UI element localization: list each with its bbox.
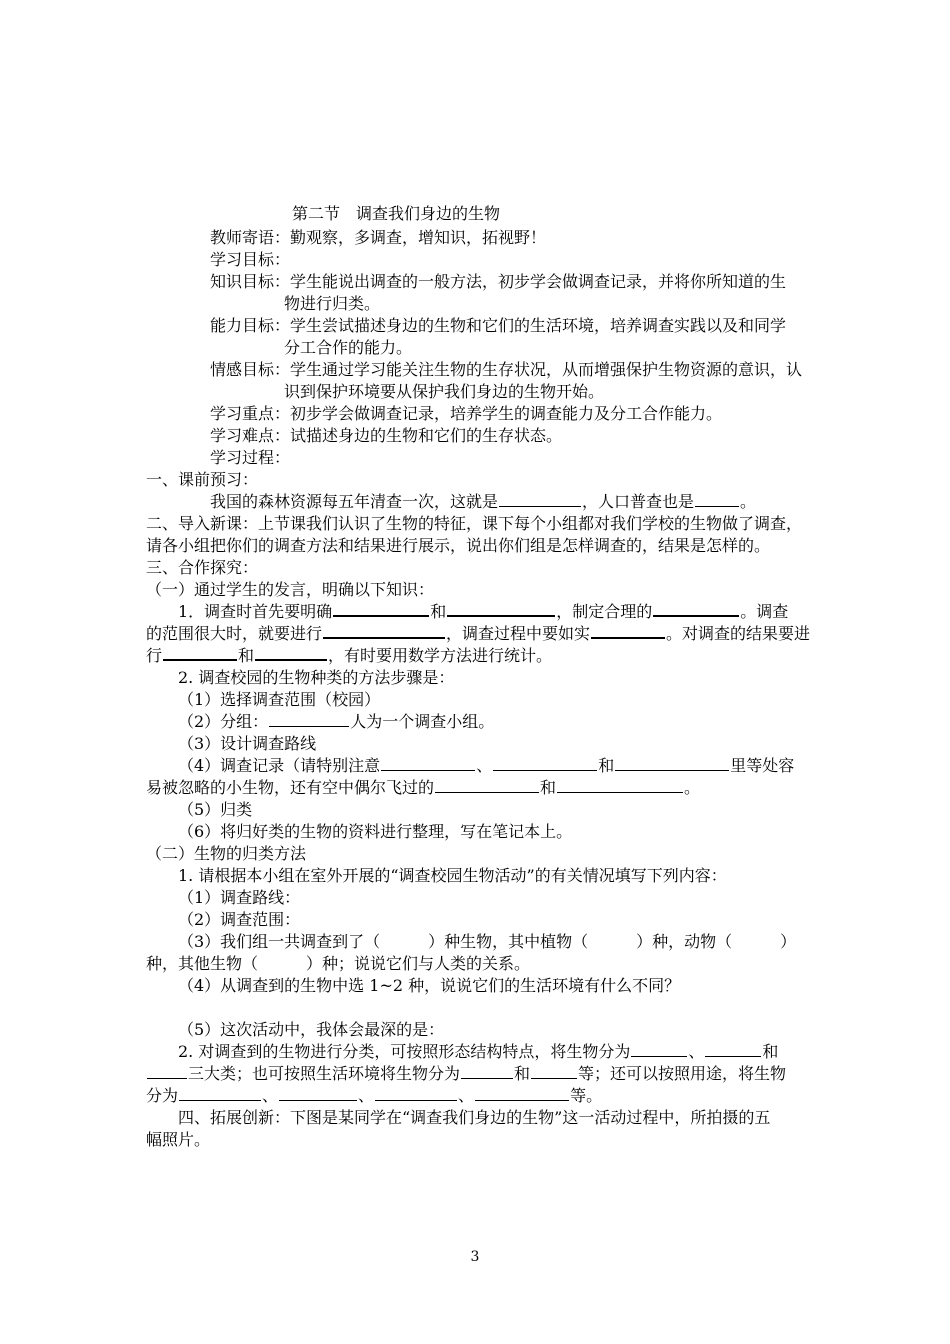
blank-place-2[interactable] (493, 756, 597, 771)
section-title: 第二节 调查我们身边的生物 (292, 204, 501, 223)
classify-item-1: （1）调查路线： (178, 888, 301, 907)
q1-line1 (178, 601, 788, 623)
teacher-message: 教师寄语：勤观察，多调查，增知识，拓视野！ (210, 228, 547, 247)
emotion-goal-label: 情感目标： (210, 360, 291, 379)
step-4-text-d: 里等处容 (730, 756, 795, 775)
process-heading: 学习过程： (210, 448, 291, 467)
step-4-text-b: 、 (476, 756, 493, 775)
knowledge-goal-line2: 物进行归类。 (284, 294, 381, 313)
classify-q2-text-d: 三大类；也可按照生活环境将生物分为 (188, 1064, 461, 1083)
step-4-text-c: 和 (598, 756, 615, 775)
step-4-text-g: 。 (684, 778, 701, 797)
emotion-goal-line2: 识到保护环境要从保护我们身边的生物开始。 (284, 382, 605, 401)
blank-survey-object[interactable] (447, 601, 555, 617)
classify-item-3-line2: 种，其他生物（ ）种；说说它们与人类的关系。 (146, 954, 531, 973)
blank-sampling[interactable] (323, 623, 445, 639)
key-point: 学习重点：初步学会做调查记录，培养学生的调查能力及分工合作能力。 (210, 404, 723, 423)
blank-form-3[interactable] (147, 1064, 187, 1079)
q1-line2 (146, 623, 810, 645)
intro-line2: 请各小组把你们的调查方法和结果进行展示，说出你们组是怎样调查的，结果是怎样的。 (146, 536, 771, 555)
emotion-goal-line1 (210, 359, 802, 381)
q2-heading: 2. 调查校园的生物种类的方法步骤是： (178, 668, 455, 687)
preview-heading: 一、课前预习： (146, 470, 259, 489)
classify-item-4: （4）从调查到的生物中选 1~2 种，说说它们的生活环境有什么不同？ (178, 976, 681, 995)
q1-text-i: 和 (238, 646, 255, 665)
ability-goal-line2: 分工合作的能力。 (284, 338, 413, 357)
blank-flying-1[interactable] (435, 778, 539, 793)
step-4-line1 (178, 755, 794, 777)
blank-survey-purpose[interactable] (333, 601, 429, 617)
ability-goal-line1 (210, 315, 786, 337)
explore-sub1: （一）通过学生的发言，明确以下知识： (146, 580, 435, 599)
classify-q2-line1 (178, 1041, 778, 1063)
blank-group-size[interactable] (269, 712, 349, 727)
q1-text-b: 和 (430, 602, 447, 621)
step-4-line2 (146, 777, 700, 799)
knowledge-goal-line1 (210, 271, 786, 293)
ability-goal-text: 学生尝试描述身边的生物和它们的生活环境，培养调查实践以及和同学 (290, 316, 787, 335)
q1-text-e: 的范围很大时，就要进行 (146, 624, 323, 643)
preview-text-b: ，人口普查也是 (582, 492, 695, 511)
classify-q2-line3 (146, 1085, 602, 1107)
knowledge-goal-text: 学生能说出调查的一般方法，初步学会做调查记录，并将你所知道的生 (290, 272, 787, 291)
page-number: 3 (470, 1249, 480, 1265)
step-3: （3）设计调查路线 (178, 734, 317, 753)
classify-item-3-line1: （3）我们组一共调查到了（ ）种生物，其中植物（ ）种，动物（ ） (178, 932, 797, 951)
q1-text-c: ，制定合理的 (556, 602, 653, 621)
blank-forest-census[interactable] (499, 492, 581, 507)
blank-use-4[interactable] (475, 1086, 569, 1101)
q1-text-g: 。对调查的结果要进 (666, 624, 811, 643)
classify-q2-text-f: 等；还可以按照用途，将生物 (578, 1064, 787, 1083)
q1-text-d: 。调查 (740, 602, 789, 621)
q1-text-h: 行 (146, 646, 163, 665)
knowledge-goal-label: 知识目标： (210, 272, 291, 291)
classify-item-5: （5）这次活动中，我体会最深的是： (178, 1020, 445, 1039)
classify-item-2: （2）调查范围： (178, 910, 301, 929)
preview-text-a: 我国的森林资源每五年清查一次，这就是 (210, 492, 499, 511)
classify-q2-text-k: 等。 (570, 1086, 603, 1105)
step-5: （5）归类 (178, 800, 253, 819)
q1-text-f: ，调查过程中要如实 (446, 624, 591, 643)
blank-habitat-1[interactable] (461, 1064, 513, 1079)
classify-q2-text-i: 、 (358, 1086, 375, 1105)
blank-flying-2[interactable] (557, 778, 683, 793)
step-2 (178, 711, 494, 733)
classify-q2-line2 (146, 1063, 786, 1085)
difficult-point: 学习难点：试描述身边的生物和它们的生存状态。 (210, 426, 563, 445)
blank-place-1[interactable] (381, 756, 475, 771)
q1-text-j: ，有时要用数学方法进行统计。 (328, 646, 553, 665)
q1-text-a: 1．调查时首先要明确 (178, 602, 333, 621)
classify-q1: 1. 请根据本小组在室外开展的“调查校园生物活动”的有关情况填写下列内容： (178, 866, 727, 885)
blank-use-1[interactable] (179, 1086, 261, 1101)
emotion-goal-text: 学生通过学习能关注生物的生存状况，从而增强保护生物资源的意识，认 (290, 360, 803, 379)
preview-text-c: 。 (740, 492, 757, 511)
classify-q2-text-c: 和 (762, 1042, 779, 1061)
classify-q2-text-a: 2. 对调查到的生物进行分类，可按照形态结构特点，将生物分为 (178, 1042, 631, 1061)
blank-use-3[interactable] (375, 1086, 457, 1101)
blank-organize[interactable] (163, 645, 237, 661)
step-2-text-a: （2）分组： (178, 712, 269, 731)
step-4-text-e: 易被忽略的小生物，还有空中偶尔飞过的 (146, 778, 435, 797)
classify-q2-text-b: 、 (688, 1042, 705, 1061)
preview-text (210, 491, 756, 513)
classify-q2-text-g: 分为 (146, 1086, 179, 1105)
blank-form-1[interactable] (631, 1042, 687, 1057)
extend-line2: 幅照片。 (146, 1130, 211, 1149)
step-4-text-a: （4）调查记录（请特别注意 (178, 756, 381, 775)
blank-use-2[interactable] (279, 1086, 357, 1101)
classify-q2-text-e: 和 (514, 1064, 531, 1083)
step-4-text-f: 和 (540, 778, 557, 797)
blank-population-census[interactable] (695, 492, 739, 507)
blank-habitat-2[interactable] (531, 1064, 577, 1079)
explore-sub2: （二）生物的归类方法 (146, 844, 307, 863)
explore-heading: 三、合作探究： (146, 558, 259, 577)
q1-line3 (146, 645, 552, 667)
blank-analyze[interactable] (255, 645, 327, 661)
step-1: （1）选择调查范围（校园） (178, 690, 381, 709)
ability-goal-label: 能力目标： (210, 316, 291, 335)
extend-line1: 四、拓展创新：下图是某同学在“调查我们身边的生物”这一活动过程中，所拍摄的五 (178, 1108, 771, 1127)
blank-form-2[interactable] (705, 1042, 761, 1057)
classify-q2-text-h: 、 (262, 1086, 279, 1105)
goals-heading: 学习目标： (210, 250, 291, 269)
classify-q2-text-j: 、 (458, 1086, 475, 1105)
blank-place-3[interactable] (615, 756, 729, 771)
step-6: （6）将归好类的生物的资料进行整理，写在笔记本上。 (178, 822, 573, 841)
step-2-text-b: 人为一个调查小组。 (350, 712, 495, 731)
intro-line1: 二、导入新课：上节课我们认识了生物的特征，课下每个小组都对我们学校的生物做了调查， (146, 514, 803, 533)
blank-record[interactable] (591, 623, 665, 639)
blank-survey-plan[interactable] (653, 601, 739, 617)
